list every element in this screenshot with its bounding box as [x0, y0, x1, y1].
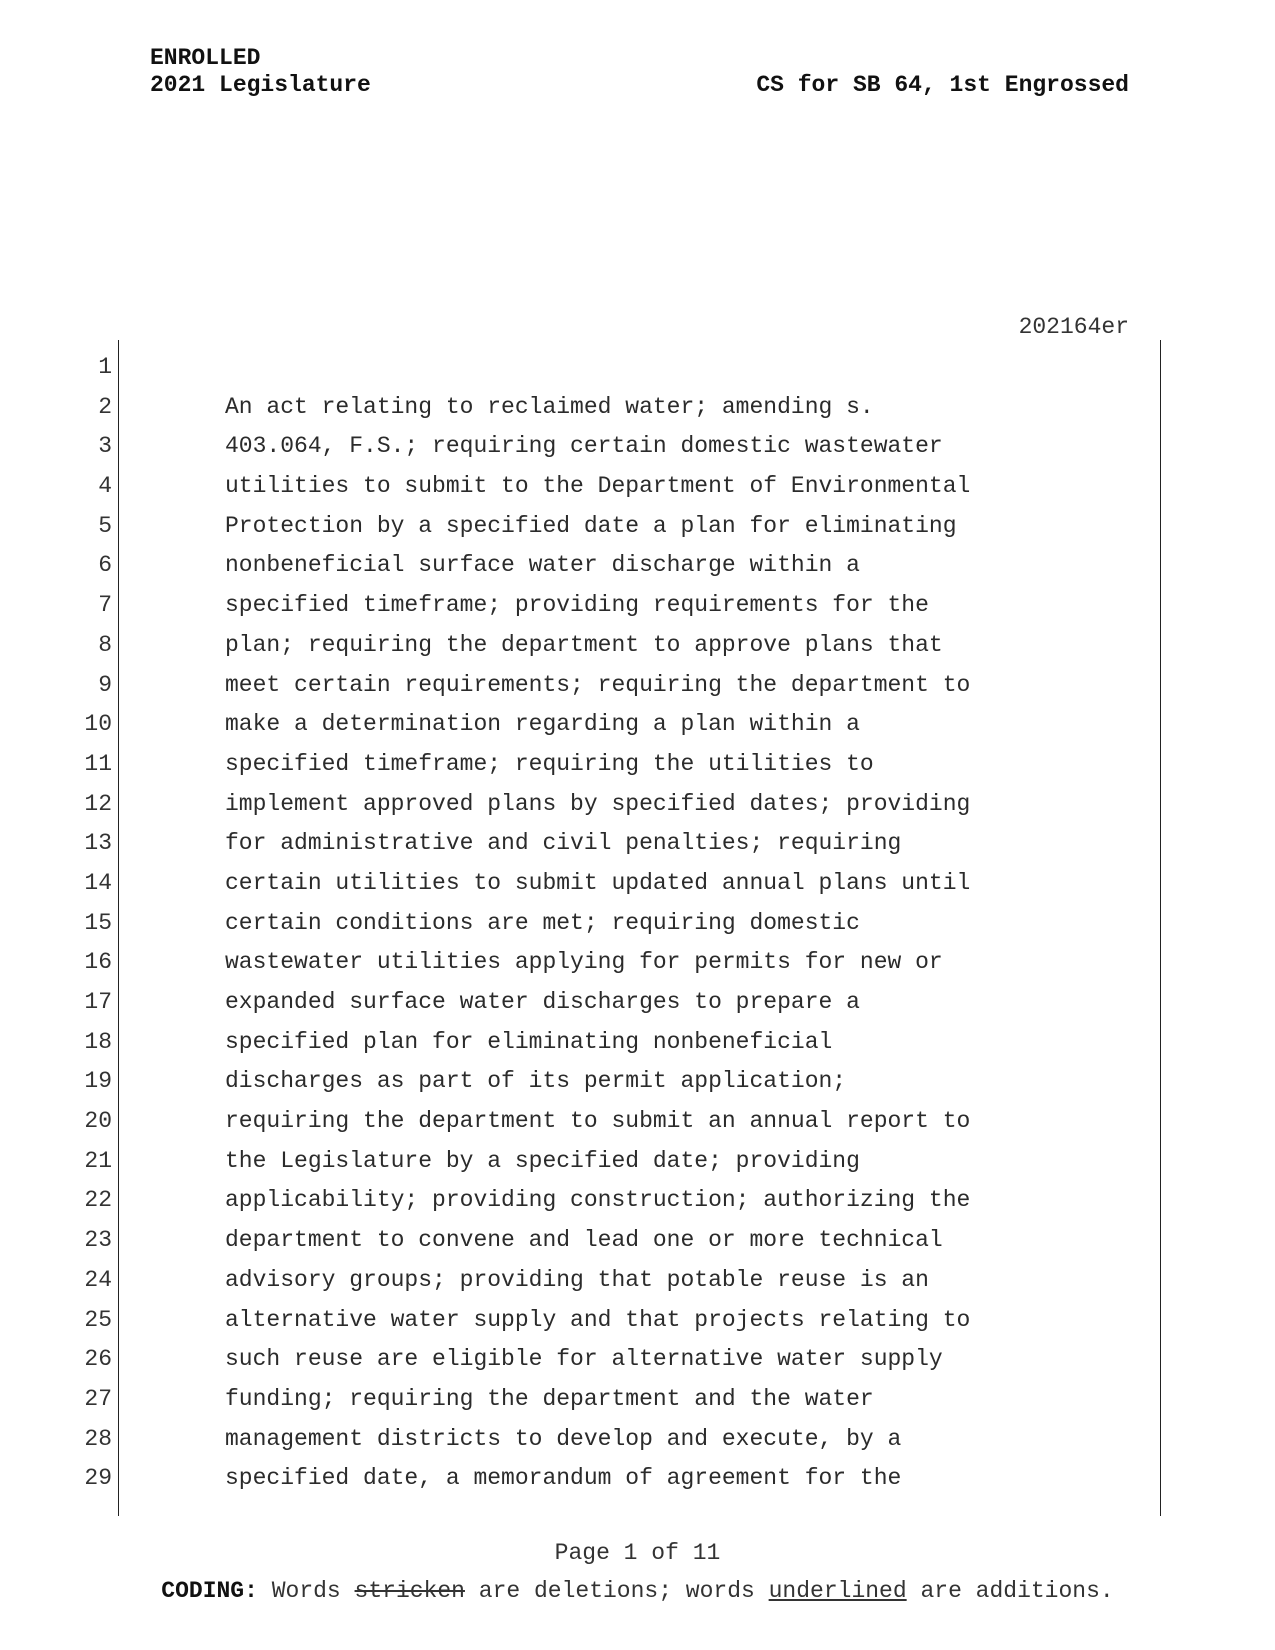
bill-text-lines [0, 348, 1275, 1499]
line-number: 23 [84, 1227, 112, 1254]
line-row [0, 1301, 1275, 1341]
line-row [0, 785, 1275, 825]
line-row [0, 1380, 1275, 1420]
line-text: for administrative and civil penalties; requiring [225, 830, 902, 857]
line-row [0, 1102, 1275, 1142]
line-number: 11 [84, 750, 112, 777]
line-row [0, 626, 1275, 666]
legislature-session: 2021 Legislature [150, 72, 371, 98]
line-number: 14 [84, 869, 112, 896]
line-row [0, 427, 1275, 467]
line-row [0, 824, 1275, 864]
line-text: certain conditions are met; requiring domestic [225, 909, 860, 936]
line-row [0, 983, 1275, 1023]
line-text: the Legislature by a specified date; providing [225, 1147, 860, 1174]
line-text: advisory groups; providing that potable reuse is an [225, 1266, 929, 1293]
line-text: applicability; providing construction; authorizing the [225, 1187, 971, 1214]
line-text: utilities to submit to the Department of Environmental [225, 473, 971, 500]
line-text: specified date, a memorandum of agreement for the [225, 1465, 902, 1492]
line-text: specified plan for eliminating nonbeneficial [225, 1028, 833, 1055]
line-number: 22 [84, 1187, 112, 1214]
line-number: 7 [98, 592, 112, 619]
line-row [0, 666, 1275, 706]
line-row [0, 388, 1275, 428]
line-number: 26 [84, 1346, 112, 1373]
line-row [0, 745, 1275, 785]
line-number: 1 [98, 354, 112, 380]
line-number: 6 [98, 552, 112, 579]
line-text: wastewater utilities applying for permits for new or [225, 949, 943, 976]
line-row [0, 943, 1275, 983]
line-text: Protection by a specified date a plan for eliminating [225, 512, 957, 539]
line-row [0, 1261, 1275, 1301]
line-text: 403.064, F.S.; requiring certain domestic wastewater [225, 433, 943, 460]
line-text: alternative water supply and that projects relating to [225, 1306, 971, 1333]
coding-label: CODING: [161, 1578, 258, 1604]
line-number: 2 [98, 393, 112, 420]
line-text: management districts to develop and execute, by a [225, 1425, 902, 1452]
line-row [0, 546, 1275, 586]
page-number: Page 1 of 11 [554, 1540, 721, 1566]
line-text: An act relating to reclaimed water; amending s. [225, 393, 874, 420]
line-row [0, 1062, 1275, 1102]
line-row [0, 1340, 1275, 1380]
line-row [0, 348, 1275, 388]
line-row [0, 1420, 1275, 1460]
line-number: 25 [84, 1306, 112, 1333]
line-number: 3 [98, 433, 112, 460]
line-number: 10 [84, 711, 112, 738]
coding-text: are additions. [906, 1578, 1114, 1604]
line-number: 15 [84, 909, 112, 936]
line-row [0, 467, 1275, 507]
coding-stricken-example: stricken [354, 1578, 465, 1604]
bill-identifier: CS for SB 64, 1st Engrossed [756, 72, 1129, 98]
document-code: 202164er [1018, 314, 1129, 340]
line-text: specified timeframe; requiring the utilities to [225, 750, 874, 777]
line-row [0, 507, 1275, 547]
line-text: specified timeframe; providing requirements for the [225, 592, 929, 619]
line-text: requiring the department to submit an annual report to [225, 1108, 971, 1135]
line-text: make a determination regarding a plan within a [225, 711, 860, 738]
line-text: department to convene and lead one or more technical [225, 1227, 943, 1254]
enrolled-label: ENROLLED [150, 45, 261, 71]
line-number: 5 [98, 512, 112, 539]
line-text: meet certain requirements; requiring the department to [225, 671, 971, 698]
line-row [0, 705, 1275, 745]
coding-text: Words [257, 1578, 355, 1604]
line-row [0, 586, 1275, 626]
line-text: expanded surface water discharges to prepare a [225, 989, 860, 1015]
line-number: 16 [84, 949, 112, 976]
line-number: 17 [84, 989, 112, 1015]
line-number: 19 [84, 1068, 112, 1095]
line-row [0, 904, 1275, 944]
line-row [0, 1023, 1275, 1063]
line-number: 9 [98, 671, 112, 698]
coding-text: are deletions; words [464, 1578, 769, 1604]
line-row [0, 1459, 1275, 1499]
line-row [0, 864, 1275, 904]
line-number: 21 [84, 1147, 112, 1174]
line-number: 28 [84, 1425, 112, 1452]
line-text: discharges as part of its permit application; [225, 1068, 847, 1095]
line-number: 27 [84, 1385, 112, 1412]
line-number: 13 [84, 830, 112, 857]
line-number: 29 [84, 1465, 112, 1492]
coding-underlined-example: underlined [768, 1578, 907, 1604]
coding-legend [0, 1578, 1275, 1605]
line-number: 8 [98, 631, 112, 658]
line-number: 18 [84, 1028, 112, 1055]
line-text: implement approved plans by specified dates; providing [225, 790, 971, 817]
line-number: 12 [84, 790, 112, 817]
line-text: plan; requiring the department to approve plans that [225, 631, 943, 658]
line-text: certain utilities to submit updated annual plans until [225, 869, 971, 896]
line-text: funding; requiring the department and the water [225, 1385, 874, 1412]
line-row [0, 1221, 1275, 1261]
line-row [0, 1181, 1275, 1221]
line-row [0, 1142, 1275, 1182]
line-text: nonbeneficial surface water discharge within a [225, 552, 860, 579]
line-number: 24 [84, 1266, 112, 1293]
line-text: such reuse are eligible for alternative water supply [225, 1346, 943, 1373]
line-number: 4 [98, 473, 112, 500]
line-number: 20 [84, 1108, 112, 1135]
